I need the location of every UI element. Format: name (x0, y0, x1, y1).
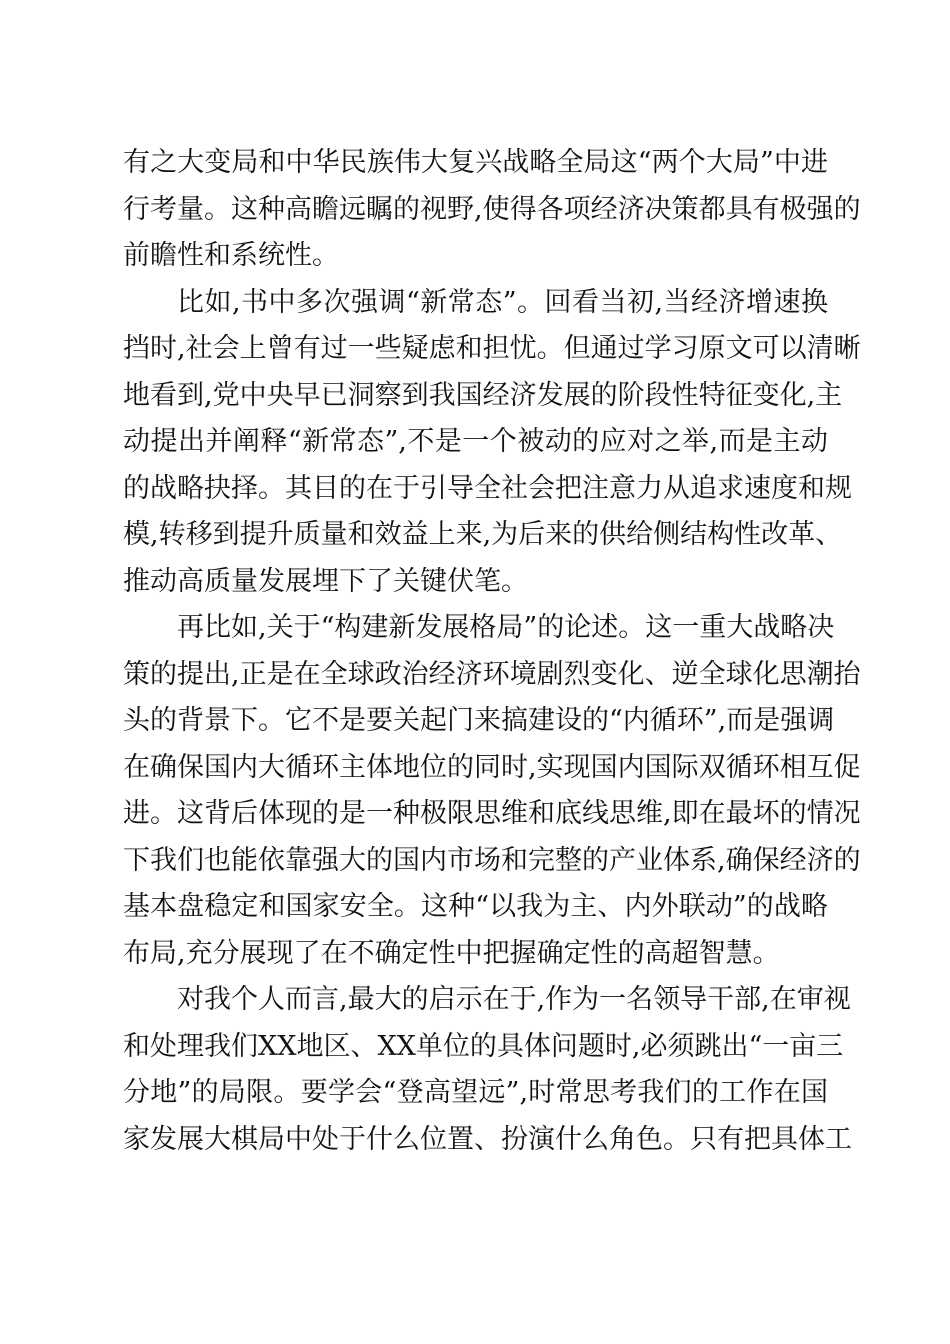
text-line: 地看到,党中央早已洞察到我国经济发展的阶段性特征变化,主 (123, 379, 843, 411)
paragraph-first-line: 对我个人而言,最大的启示在于,作为一名领导干部,在审视 (177, 984, 851, 1015)
text-line: 家发展大棋局中处于什么位置、扮演什么角色。只有把具体工 (123, 1123, 852, 1155)
paragraph-first-line: 再比如,关于“构建新发展格局”的论述。这一重大战略决 (177, 612, 835, 643)
text-line: 行考量。这种高瞻远瞩的视野,使得各项经济决策都具有极强的 (123, 193, 861, 225)
text-line: 动提出并阐释“新常态”,不是一个被动的应对之举,而是主动 (123, 426, 828, 457)
text-line: 的战略抉择。其目的在于引导全社会把注意力从追求速度和规 (123, 472, 852, 504)
text-line: 模,转移到提升质量和效益上来,为后来的供给侧结构性改革、 (123, 519, 843, 550)
text-line: 前瞻性和系统性。 (123, 240, 339, 271)
text-line: 挡时,社会上曾有过一些疑虑和担忧。但通过学习原文可以清晰 (123, 333, 861, 364)
text-line: 分地”的局限。要学会“登高望远”,时常思考我们的工作在国 (123, 1077, 828, 1108)
text-line: 头的背景下。它不是要关起门来搞建设的“内循环”,而是强调 (123, 705, 835, 736)
text-line: 推动高质量发展埋下了关键伏笔。 (123, 565, 528, 597)
text-line: 下我们也能依靠强大的国内市场和完整的产业体系,确保经济的 (123, 844, 861, 876)
text-line: 有之大变局和中华民族伟大复兴战略全局这“两个大局”中进 (123, 147, 828, 178)
text-line: 策的提出,正是在全球政治经济环境剧烈变化、逆全球化思潮抬 (123, 658, 861, 690)
text-line: 布局,充分展现了在不确定性中把握确定性的高超智慧。 (123, 937, 780, 969)
text-line: 进。这背后体现的是一种极限思维和底线思维,即在最坏的情况 (123, 798, 861, 829)
text-line: 在确保国内大循环主体地位的同时,实现国内国际双循环相互促 (123, 751, 861, 783)
text-line: 和处理我们XX地区、XX单位的具体问题时,必须跳出“一亩三 (123, 1030, 844, 1062)
document-body (123, 140, 861, 1163)
paragraph-first-line: 比如,书中多次强调“新常态”。回看当初,当经济增速换 (177, 286, 828, 318)
text-line: 基本盘稳定和国家安全。这种“以我为主、内外联动”的战略 (123, 891, 828, 922)
